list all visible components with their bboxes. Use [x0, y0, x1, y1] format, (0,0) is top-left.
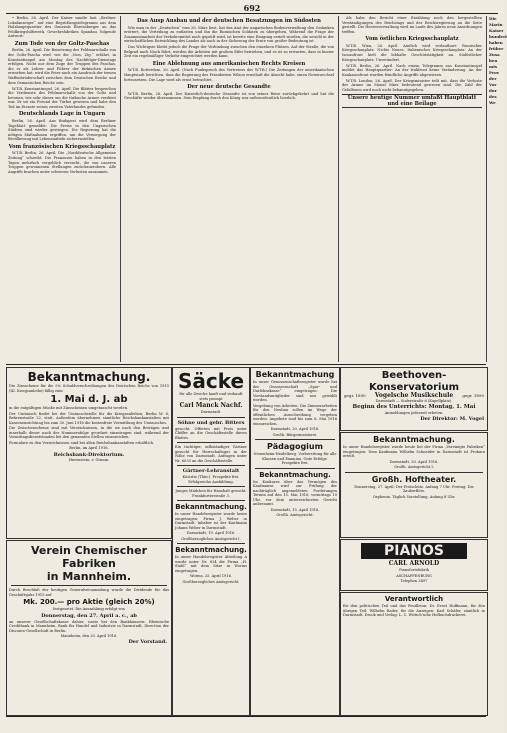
notice-text: In unser Handelsregister Abteilung A wurde unter Nr. 834 die Firma „H. Stahl“ mit dem Sitze in Worms eingetragen. [175, 555, 247, 573]
notice-text: Im Konkurse über das Vermögen des Kaufmanns wird zur Prüfung der nachträglich angemeldeten Forderungen Termin auf den 15. Mai 1916, vormittags 10 Uhr, vor dem unterzeichneten Gericht anberaumt. [253, 479, 337, 506]
edge-word: Zusa [489, 52, 500, 57]
theater-program: Donnerstag, 27. April: Der Freischütz. Anfang 7 Uhr. Freitag: Die Zauberflöte. [354, 484, 474, 493]
notice-title: Bekanntmachung. [175, 503, 247, 511]
theater-title: Großh. Hoftheater. [371, 474, 457, 484]
pianos-address: ASCHAFFENBURG [396, 573, 432, 578]
edge-word: Die [489, 16, 497, 21]
page-number: 692 [243, 3, 261, 13]
pianos-maker: CARL ARNOLD [388, 560, 440, 567]
notice-date: 1. Mai d. J. ab [50, 394, 128, 405]
edge-word: Marin [489, 22, 503, 27]
issue-notice: Unsere heutige Nummer umfaßt Hauptblatt und eine Beilage [342, 94, 482, 108]
ad-subtitle: Vogelsche Musikschule [374, 392, 454, 399]
notice-title: Bekanntmachung [255, 370, 335, 379]
edge-word: der [489, 76, 497, 81]
article-paragraph: W.T.B. London, 26. April. Der Kriegsminister teilt mit, dass die Verluste der Armee im Monat März bedeutend gewesen sind. Die Zahl der Gefallenen wird noch nicht bekanntgegeben. [342, 78, 482, 92]
notice-title: Bekanntmachung. [373, 435, 455, 444]
edge-word: hundert [489, 34, 507, 39]
notice-text: In unser Handelsregister wurde heute bei der Firma „Vereinigte Fabriken“ eingetragen: Dem Kaufmann Wilhelm Schneider in Darmstadt ist Prokura erteilt. [343, 445, 485, 458]
article-headline: Zum Tode von der Goltz-Paschas [14, 40, 110, 47]
middle-notices [250, 367, 340, 716]
ad-divider [177, 500, 245, 501]
top-rule [6, 13, 498, 14]
notice-signature-names: Havenstein. v. Grimm. [68, 457, 110, 462]
article-paragraph: W.T.B. Berlin, 26. April. Nach einem Telegramm aus Konstantinopel meldet das Hauptquartier: An der Irakfront keine Veränderung. An der Kaukasusfront wurden feindliche Angriffe abgewiesen. [342, 63, 482, 77]
notice-signature: Großherzogliches Amtsgericht I. [181, 536, 241, 541]
edge-word: Prov [489, 70, 500, 75]
ad-heading: Söhne und gebr. Bitters [177, 419, 245, 426]
verein-chemischer-fabriken-ad [6, 540, 172, 716]
ad-divider [177, 465, 245, 466]
news-column-3 [342, 16, 482, 362]
article-paragraph: Wie man in der „Deutschen“ vom 26. März liest, hat das Amt der ungarischen Bodenverwaltung den Gedanken erörtert, die Verteilung zu entlasten und ihn die Russischen Soldaten zu übergeben. Während die Frage der Zusammenarbeit der Verkehrsmittel noch geprüft wird, ist bereits eine Einigung erzielt worden, die sowohl in der wirtschaftlichen Entwicklung des Landes als auch in der Sicherung der Ernte von großer Bedeutung ist. [124, 25, 334, 44]
ad-text: festgesetzt. Die Auszahlung erfolgt von [53, 607, 125, 611]
imprint-title: Verantwortlich [384, 595, 444, 603]
edge-word: früher [489, 46, 504, 51]
ad-text: Junges Mädchen für Haushalt gesucht. Frankfurterstraße 3. [175, 489, 247, 498]
ad-text: Neuenheim-Heidelberg. Vorbereitung für alle Klassen und Examina. Gute Erfolge. Prospekte frei. [253, 452, 337, 465]
notice-text: Vergebung von Arbeiten. Die Zimmerarbeiten für den Neubau sollen im Wege der öffentlichen Ausschreibung vergeben werden. Angebote sind bis zum 6. Mai 1916 einzureichen. [253, 403, 337, 426]
founding-year: gegr. 1890 [462, 393, 484, 398]
edge-word: Kaiser [489, 28, 504, 33]
pianos-ad [340, 539, 488, 591]
firm-name: Carl Manck Nachf. [179, 402, 243, 409]
column-divider [120, 16, 121, 362]
ad-text: Ein tüchtiger, selbständiger Gärtner gesucht für Herrschaftsgut in der Nähe von Darmstadt. Anfragen unter Nr. 6033 an die Geschäftsstelle. [175, 445, 247, 463]
ad-divider [177, 417, 245, 418]
ad-signature: Der Direktor: M. Vogel [420, 415, 484, 422]
notice-place: Darmstadt, 19. April 1916. [186, 531, 236, 535]
edge-word: mis [489, 64, 498, 69]
article-paragraph: • Berlin, 26. April. Der Kaiser sandte laut „Berliner Lokalanzeiger“ auf eine Begrüßungstelegramm aus dem Holzhauptquartier des Generals Ehrensberger an das Feldkriegshilfswerk, Gewehrsfabriken Spandau, folgende Antwort: [8, 16, 116, 39]
notice-text: Der Umtausch findet bei der Umtauschstelle für die Kriegsanleihen, Berlin W. 8, Behrenstraße 22, statt. Außerdem übernehmen sämtliche Reichsbankanstalten mit Kasseneinrichtung bis zum 30. Juni 1916 die kostenfreie Vermittlung des Umtausches. [9, 411, 169, 425]
article-paragraph: W.T.B. Rotterdam, 26. April. (Nach Funkspruch des Vertreters des W.T.B.) Die Zeitungen der amerikanischen Hauptstadt berichten, dass die Regierung des Präsidenten Wilson ernsthaft die Absicht habe, einen Notenwechsel fortzusetzen. Die Lage wird als ernst betrachtet. [124, 68, 334, 82]
ad-text: an unserer Gesellschaftskasse dahier, sowie bei den Bankhäusern: Rheinische Creditbank in Mannheim, Bank für Handel und Industrie in Darmstadt, Direction der Disconto-Gesellschaft in Berlin. [9, 619, 169, 633]
notice-place: Worms, 25. April 1916. [189, 574, 233, 578]
edge-word: ben [489, 58, 498, 63]
article-paragraph: W.T.B. Berlin, 26. April. Die „Norddeutsche Allgemeine Zeitung“ schreibt: Die Franzosen haben in den letzten Tagen mehrfach vergeblich versucht, die von unseren Truppen gewonnenen Stellungen zurückzuerobern. Alle Angriffe brachen unter schweren Verlusten zusammen. [8, 151, 116, 174]
ad-signature: Der Vorstand. [128, 638, 167, 645]
pianos-title: PIANOS [361, 543, 467, 559]
ad-divider [255, 468, 335, 469]
notice-title: Bekanntmachung. [27, 370, 151, 384]
ad-address: Darmstadt — Soderstraße 6 (Kapellplatz). [375, 398, 453, 403]
paedagogium-title: Pädagogium [267, 442, 323, 451]
ad-text: Durch Beschluß der heutigen Generalversammlung wurde die Dividende für das Geschäftsjahr 1915 auf [9, 588, 169, 597]
article-headline: Das Ausp Ausbau und der deutschen Besatzungen im Südosten [137, 18, 321, 24]
ad-title-city: in Mannheim. [46, 570, 132, 583]
ad-divider [255, 439, 335, 440]
news-column-4-edge [489, 16, 507, 716]
article-headline: Der neue deutsche Gesandte [187, 84, 271, 91]
ad-title: Verein Chemischer Fabriken [30, 544, 148, 570]
article-headline: Deutschlands Lage in Ungarn [18, 111, 106, 118]
notice-title: Bekanntmachung. [259, 470, 331, 479]
notice-place: Darmstadt, 20. April 1916. [389, 459, 439, 464]
ad-divider [177, 543, 245, 544]
article-paragraph: Das Wichtigste bleibt jedoch die Frage der Verbindung zwischen den einzelnen Plätzen. Auf der Straße, die von Belgrad nach Nisch führt, werden die Arbeiten mit großem Eifer betrieben, und es ist zu erwarten, dass in kurzer Zeit ein regelmäßiger Verkehr eingerichtet werden kann. [124, 45, 334, 59]
article-paragraph: W.T.B. Berlin, 26. April. Der Kaiserlich-deutsche Gesandte ist von seiner Reise zurückgekehrt und hat die Geschäfte wieder übernommen. Sein Empfang durch den König war außerordentlich herzlich. [124, 91, 334, 101]
beethoven-konservatorium-ad [340, 367, 488, 431]
news-column-1 [8, 16, 116, 362]
ad-place: Mannheim, den 25. April 1916. [60, 634, 118, 638]
news-column-2 [124, 16, 334, 362]
notice-text: Die Zinsscheine für die 5% Schuldverschreibungen des Deutschen Reichs von 1915 (III. Kriegsanleihe) fällig zum [9, 384, 169, 393]
article-headline: Vom französischen Kriegsschauplatz [8, 143, 116, 150]
saecke-column [172, 367, 250, 716]
ad-text: für alle Zwecke kauft und verkauft stets prompt [179, 392, 243, 401]
theater-program: Orpheum. Täglich Vorstellung. Anfang 8 Uhr. [372, 494, 456, 499]
ad-title: Beethoven-Konservatorium [368, 370, 460, 393]
notice-text: in die entgültigen Stücke mit Zinsscheinen umgetauscht werden. [9, 406, 129, 410]
ad-divider [177, 442, 245, 443]
edge-word: Vor [489, 82, 497, 87]
article-paragraph: Berlin, 26. April. Die Beisetzung des Feldmarschalls von der Goltz-Pascha wird, wie die „Voss. Ztg.“ erfährt, in Konstantinopel am Montag des Nachfolger-Dienstags erfolgen. Nicht nur dem Zuge der Truppen des Paschas, die er als Lehrer und Führer der türkischen Armee erworben hat, wird die Feier auch ein Ausdruck der treuen Waffenbrüderschaft zwischen dem Deutschen Reiche und dem Osmanischen Reiche sein. [8, 48, 116, 85]
ad-text: gesucht. Offerten mit Preis unter Chiffre an die Geschäftsstelle dieses Blattes. [175, 426, 247, 440]
ad-divider [11, 585, 167, 586]
article-paragraph: Als habe den Bericht einer Erzählung noch den hergestellten Verständigungen des Reichstags und der Reichsregierung an die Seite gestellt. Die Heeresverwaltung wird im Laufe des Jahres neue Anordnungen treffen. [342, 16, 482, 34]
saecke-title: Säcke [177, 369, 245, 393]
pianos-subtitle: Pianofortefabrik [399, 568, 429, 572]
article-paragraph: W.T.B. Wien, 26. April. Amtlich wird verlautbart: Russischer Kriegsschauplatz: Nichts Neues. Italienischer Kriegsschauplatz: An der Isonzofront hielt die lebhafte Geschütztätigkeit an. Südöstlicher Kriegsschauplatz: Unverändert. [342, 43, 482, 62]
article-headline: Eine Ablehnung aus amerikanischen Rechts Kreisen [152, 60, 306, 67]
notice-signature: Großh. Bürgermeisterei. [272, 432, 318, 437]
ad-start-date: Beginn des Unterrichts: Montag, 1. Mai [352, 404, 476, 410]
ad-date: Donnerstag, den 27. April a. c., ab [41, 612, 137, 619]
notice-signature: Großherzogliches Amtsgericht. [182, 579, 240, 584]
ad-note: Anmeldungen jederzeit erbeten. [384, 411, 444, 415]
bottom-rule [6, 716, 486, 717]
notice-signature: Großh. Amtsgericht. [276, 513, 314, 517]
notice-signature: Reichsbank-Direktorium. [53, 451, 125, 458]
edge-word: We [489, 100, 496, 105]
notice-text: Die Zwischenscheine sind mit Verzeichnissen, in die sie nach den Beträgen und innerhalb dieser nach der Nummernfolge geordnet einzutragen sind, während der Vormittagsdienststunden bei den genannten Stellen einzureichen. [9, 426, 169, 439]
imprint-text: für den politischen Teil und das Feuilleton: Dr. Ernst Hoffmann, für den übrigen Teil: Wilhelm Bader, für die Anzeigen: Karl Schäfer, sämtlich in Darmstadt. Druck und Verlag: L. C. Wittich'sche Hofbuchdruckerei. [343, 604, 485, 617]
column-divider [338, 16, 339, 362]
notice-text: In unser Genossenschaftsregister wurde bei der Genossenschaft „Spar- und Darlehnskasse“ eingetragen: Die Vorstandsmitglieder sind neu gewählt worden. [253, 380, 337, 402]
notice-text: Formulare zu den Verzeichnissen sind bei allen Reichsbankanstalten erhältlich. [9, 440, 155, 445]
ad-text: Köstritz (Thür.). Prospekte frei. Erfolgreiche Ausbildung. [182, 475, 240, 484]
edge-word: des [489, 94, 497, 99]
article-paragraph: Berlin, 26. April. Aus Budapest wird dem Berliner Tageblatt gemeldet: Die Preise in den Ungarischen Städten sind wieder gestiegen. Die Regierung hat die nötigen Maßnahmen ergriffen, um die Versorgung der Bevölkerung mit Lebensmitteln sicherzustellen. [8, 118, 116, 142]
edge-word: haben [489, 40, 503, 45]
firm-city: Darmstadt. [200, 410, 222, 414]
pianos-telephone: Telephon 3497 [400, 579, 428, 583]
reichsbank-notice [6, 367, 172, 539]
notice-place: Darmstadt, 15. April 1916. [270, 507, 320, 512]
notice-title: Bekanntmachung. [175, 546, 247, 554]
section-rule [6, 364, 486, 365]
ad-divider [177, 486, 245, 487]
article-headline: Vom östlichen Kriegsschauplatz [365, 36, 459, 43]
founding-year: gegr. 1890 [344, 393, 366, 398]
notice-text: In unser Handelsregister wurde heute eingetragen: Firma J. Weber in Darmstadt. Inhaber ist der Kaufmann Johann Weber in Darmstadt. [175, 512, 247, 530]
imprint-box [340, 592, 488, 716]
edge-word: dur [489, 88, 497, 93]
right-notices [340, 432, 488, 538]
ad-divider [345, 472, 483, 473]
ad-heading: Gärtner-Lehranstalt [182, 468, 240, 474]
notice-place: Darmstadt, 20. April 1916. [270, 427, 320, 431]
column-divider [486, 16, 487, 362]
ad-amount: Mk. 200.— pro Aktie (gleich 20%) [23, 598, 155, 606]
article-paragraph: W.T.B. Konstantinopel, 26. April. Die Blätter besprechen die Verdienste des Feldmarschalls von der Goltz und betonen, wie sehr dieser um die türkische Armee verdient war. Er sei ein Freund der Türkei gewesen und habe den Tod im Dienste seines zweiten Vaterlandes gefunden. [8, 86, 116, 109]
notice-place: Berlin, im April 1916. [69, 446, 109, 450]
notice-signature: Großh. Amtsgericht I. [394, 465, 434, 469]
